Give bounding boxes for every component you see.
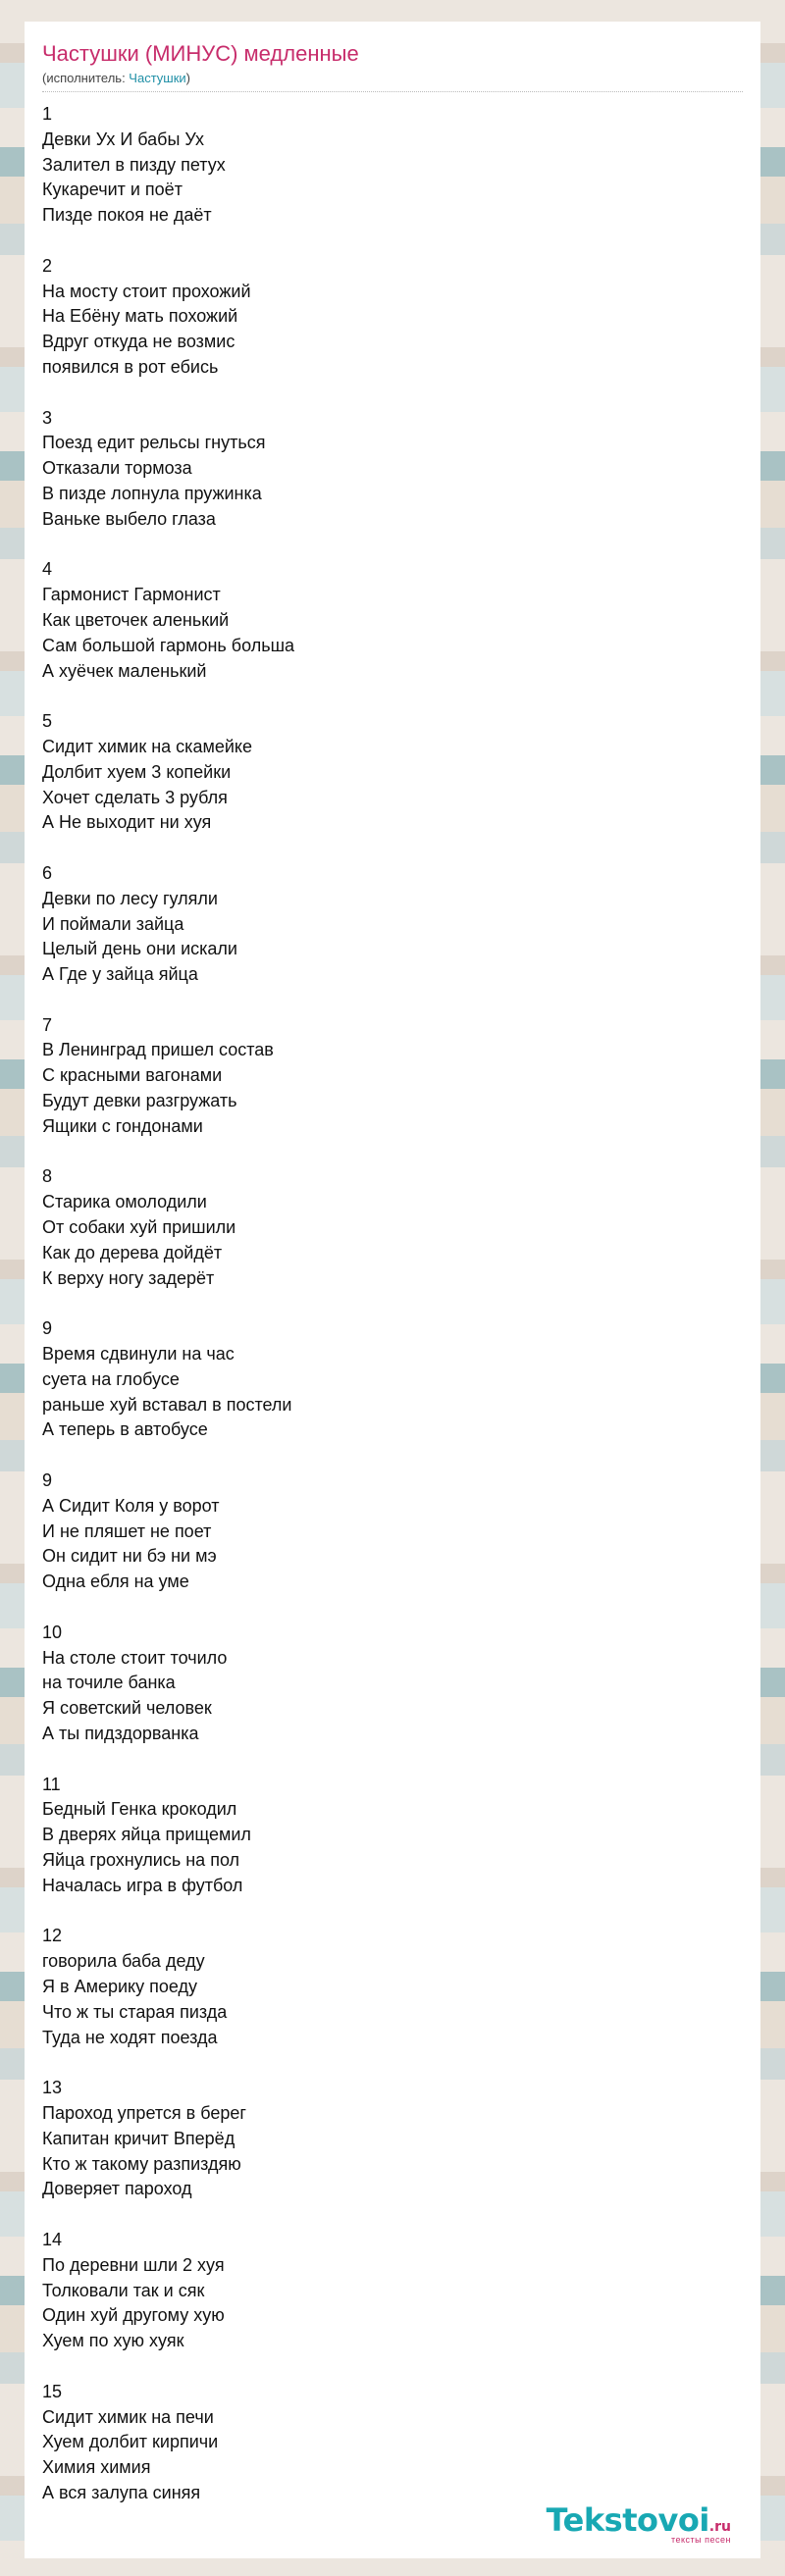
lyric-line: Хочет сделать 3 рубля <box>42 787 228 807</box>
lyric-line: Время сдвинули на час <box>42 1344 235 1365</box>
lyric-line: говорила баба деду <box>42 1951 205 1972</box>
lyric-line: Толковали так и сяк <box>42 2280 205 2300</box>
lyric-line: Как до дерева дойдёт <box>42 1242 223 1262</box>
verse-number: 7 <box>42 1014 53 1035</box>
lyric-line: Хуем долбит кирпичи <box>42 2432 219 2452</box>
lyric-line: Я в Америку поеду <box>42 1976 197 1996</box>
lyric-line: на точиле банка <box>42 1673 176 1693</box>
lyric-line: Бедный Генка крокодил <box>42 1799 237 1820</box>
logo-tagline: тексты песен <box>670 2535 731 2545</box>
lyric-line: Капитан кричит Вперёд <box>42 2128 236 2148</box>
lyric-line: Одна ебля на уме <box>42 1571 189 1592</box>
verse-number: 10 <box>42 1622 63 1642</box>
lyric-line: Долбит хуем 3 копейки <box>42 761 232 782</box>
lyric-line: Ящики с гондонами <box>42 1115 203 1136</box>
verse-number: 9 <box>42 1470 53 1491</box>
lyric-line: По деревни шли 2 хуя <box>42 2254 225 2275</box>
page-title: Частушки (МИНУС) медленные <box>42 41 359 66</box>
verse <box>42 1924 743 2050</box>
lyric-line: Поезд едит рельсы гнуться <box>42 433 266 453</box>
lyric-line: А Не выходит ни хуя <box>42 812 212 833</box>
verse <box>42 709 743 836</box>
lyrics-card <box>25 22 760 2558</box>
verse-number: 12 <box>42 1926 63 1946</box>
lyric-line: Он сидит ни бэ ни мэ <box>42 1546 217 1567</box>
lyric-line: Ваньке выбело глаза <box>42 508 216 529</box>
lyric-line: И поймали зайца <box>42 913 184 934</box>
lyric-line: Гармонист Гармонист <box>42 585 221 605</box>
verse-number: 1 <box>42 104 53 124</box>
verse <box>42 861 743 988</box>
lyric-line: К верху ногу задерёт <box>42 1267 215 1288</box>
logo-tld: .ru <box>708 2519 731 2535</box>
lyric-line: С красными вагонами <box>42 1065 223 1086</box>
lyric-line: Один хуй другому хую <box>42 2305 225 2326</box>
verse <box>42 1773 743 1899</box>
verse <box>42 2228 743 2354</box>
verse <box>42 102 743 229</box>
lyric-line: От собаки хуй пришили <box>42 1217 236 1238</box>
verse <box>42 2076 743 2202</box>
artist-line <box>42 71 743 92</box>
lyric-line: Туда не ходят поезда <box>42 2027 218 2047</box>
lyric-line: Я советский человек <box>42 1698 212 1719</box>
verse-number: 8 <box>42 1166 53 1187</box>
lyric-line: В дверях яйца прищемил <box>42 1825 251 1845</box>
lyric-line: Началась игра в футбол <box>42 1875 243 1895</box>
artist-prefix: (исполнитель: <box>42 71 130 85</box>
artist-link[interactable]: Частушки <box>129 71 186 85</box>
lyric-line: раньше хуй вставал в постели <box>42 1394 292 1415</box>
lyric-line: Старика омолодили <box>42 1192 207 1212</box>
verse <box>42 1468 743 1595</box>
lyric-line: Будут девки разгружать <box>42 1091 237 1111</box>
verse-number: 13 <box>42 2078 63 2098</box>
verse-number: 6 <box>42 862 53 883</box>
verse-number: 3 <box>42 407 53 428</box>
verse-number: 9 <box>42 1318 53 1339</box>
verse-number: 5 <box>42 711 53 732</box>
lyric-line: Сидит химик на скамейке <box>42 736 252 756</box>
lyric-line: На мосту стоит прохожий <box>42 281 251 301</box>
lyric-line: появился в рот ебись <box>42 356 219 377</box>
verse <box>42 1164 743 1291</box>
verse-number: 15 <box>42 2381 63 2401</box>
lyric-line: Кукаречит и поёт <box>42 180 183 200</box>
lyric-line: Вдруг откуда не возмис <box>42 332 236 352</box>
lyric-line: Сидит химик на печи <box>42 2406 214 2427</box>
lyric-line: А ты пидздорванка <box>42 1724 199 1743</box>
lyric-line: Отказали тормоза <box>42 458 192 479</box>
lyric-line: Химия химия <box>42 2457 151 2478</box>
verse-number: 2 <box>42 255 53 276</box>
verse <box>42 1013 743 1140</box>
verse <box>42 254 743 381</box>
lyric-line: Что ж ты старая пизда <box>42 2001 228 2022</box>
lyric-line: На Ебёну мать похожий <box>42 306 238 327</box>
lyric-line: И не пляшет не поет <box>42 1520 212 1541</box>
lyric-line: Доверяет пароход <box>42 2179 192 2199</box>
verse <box>42 557 743 684</box>
lyric-line: Кто ж такому разпиздяю <box>42 2153 241 2174</box>
lyric-line: Сам большой гармонь больша <box>42 635 295 655</box>
lyric-line: Девки по лесу гуляли <box>42 888 218 908</box>
lyric-line: Как цветочек аленький <box>42 609 230 630</box>
lyric-line: А хуёчек маленький <box>42 660 207 681</box>
lyric-line: Хуем по хую хуяк <box>42 2331 184 2351</box>
lyric-line: А Где у зайца яйца <box>42 964 198 985</box>
verse <box>42 2380 743 2506</box>
lyric-line: Пароход упрется в берег <box>42 2102 246 2123</box>
verse <box>42 406 743 533</box>
lyric-line: А теперь в автобусе <box>42 1419 208 1440</box>
lyric-line: В Ленинград пришел состав <box>42 1040 274 1060</box>
logo-name: Tekstovoi <box>546 2501 709 2539</box>
verse <box>42 1621 743 1747</box>
lyric-line: Целый день они искали <box>42 939 237 959</box>
site-logo[interactable] <box>547 2501 731 2545</box>
lyric-line: Яйца грохнулись на пол <box>42 1849 240 1870</box>
lyric-line: Залител в пизду петух <box>42 154 226 175</box>
verse-number: 4 <box>42 559 53 580</box>
artist-suffix: ) <box>185 71 191 85</box>
lyric-line: А вся залупа синяя <box>42 2482 201 2502</box>
lyric-line: А Сидит Коля у ворот <box>42 1495 220 1516</box>
lyric-line: На столе стоит точило <box>42 1647 228 1668</box>
lyric-line: суета на глобусе <box>42 1368 180 1389</box>
verse <box>42 1316 743 1443</box>
lyrics-text <box>42 102 743 2506</box>
lyric-line: Пизде покоя не даёт <box>42 205 212 226</box>
lyric-line: Девки Ух И бабы Ух <box>42 129 205 149</box>
verse-number: 14 <box>42 2229 63 2249</box>
lyric-line: В пизде лопнула пружинка <box>42 483 262 503</box>
verse-number: 11 <box>42 1774 61 1794</box>
